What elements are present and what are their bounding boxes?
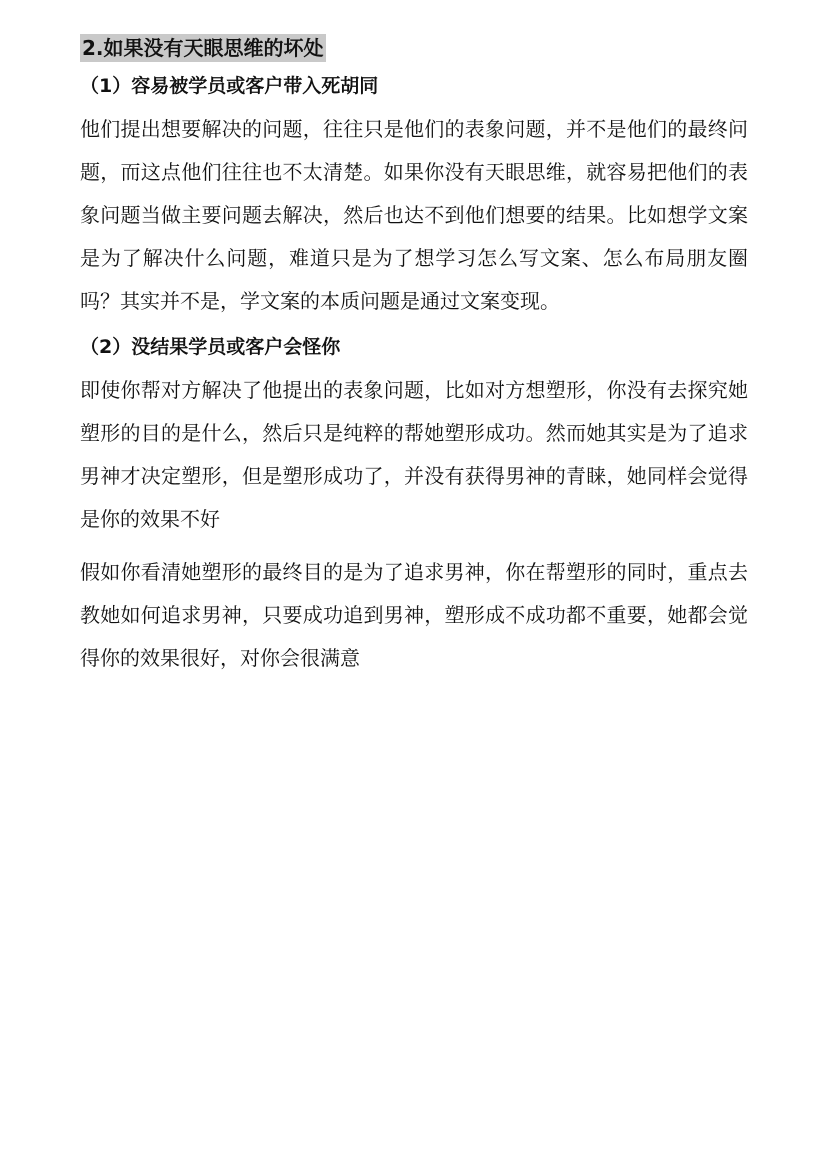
paragraph-3: 假如你看清她塑形的最终目的是为了追求男神，你在帮塑形的同时，重点去教她如何追求男神，只要成功追到男神，塑形成不成功都不重要，她都会觉得你的效果很好，对你会很满意 [80,560,748,670]
subsection-heading-2: （2）没结果学员或客户会怪你 [80,336,341,358]
section-heading: 2.如果没有天眼思维的坏处 [82,36,324,60]
subsection-2 [80,333,748,680]
subsection-heading-1: （1）容易被学员或客户带入死胡同 [80,75,379,97]
paragraph-1: 他们提出想要解决的问题，往往只是他们的表象问题，并不是他们的最终问题，而这点他们往往也不太清楚。如果你没有天眼思维，就容易把他们的表象问题当做主要问题去解决，然后也达不到他们想要的结果。比如想学文案是为了解决什么问题，难道只是为了想学习怎么写文案、怎么布局朋友圈吗？其实并不是，学文案的本质问题是通过文案变现。 [80,117,748,313]
document-page [80,34,748,690]
subsection-1 [80,72,748,323]
paragraph-2: 即使你帮对方解决了他提出的表象问题，比如对方想塑形，你没有去探究她塑形的目的是什么，然后只是纯粹的帮她塑形成功。然而她其实是为了追求男神才决定塑形，但是塑形成功了，并没有获得男神的青睐，她同样会觉得是你的效果不好 [80,378,748,531]
